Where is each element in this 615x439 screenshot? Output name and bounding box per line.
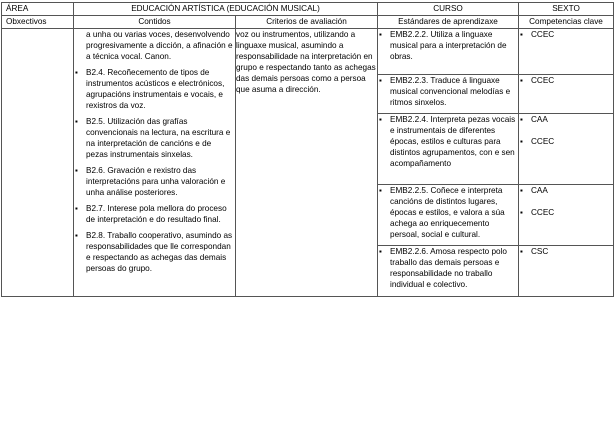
contents-cell — [74, 29, 236, 297]
standard-text: ▪ EMB2.2.3. Traduce á linguaxe musical convencional melodías e ritmos sinxelos. — [378, 75, 518, 108]
content-item: ▪ B2.6. Gravación e rexistro das interpretacións para unha valoración e unha análise posteriores. — [74, 165, 235, 198]
content-item: ▪ B2.4. Recoñecemento de tipos de instrumentos acústicos e electrónicos, agrupacións instrumentais e vocais, e rexistros da voz. — [74, 67, 235, 111]
competence-item: ▪ CCEC — [519, 136, 613, 147]
competence-item: ▪ CAA — [519, 185, 613, 196]
competence-item: ▪ CAA — [519, 114, 613, 125]
standard-cell — [378, 185, 519, 246]
course-value: SEXTO — [519, 3, 614, 16]
content-item: ▪ B2.5. Utilización das grafías convencionais na lectura, na escritura e na interpretación de cancións e de pezas instrumentais sinxelas. — [74, 116, 235, 160]
standard-row — [2, 29, 614, 75]
col-objectives: Obxectivos — [2, 16, 74, 29]
content-item: ▪ B2.8. Traballo cooperativo, asumindo as responsabilidades que lle correspondan e respectando as achegas das demais persoas do grupo. — [74, 230, 235, 274]
content-item: a unha ou varias voces, desenvolvendo progresivamente a dicción, a afinación e a técnica vocal. Canon. — [86, 30, 233, 61]
col-standards: Estándares de aprendizaxe — [378, 16, 519, 29]
col-competences: Competencias clave — [519, 16, 614, 29]
standard-cell — [378, 114, 519, 185]
standard-text: ▪ EMB2.2.5. Coñece e interpreta cancións de distintos lugares, épocas e estilos, e valora a súa achega ao enriquecemento persoal, social e cultural. — [378, 185, 518, 240]
competence-cell — [519, 29, 614, 75]
course-label: CURSO — [378, 3, 519, 16]
standard-cell — [378, 246, 519, 297]
area-label: ÁREA — [2, 3, 74, 16]
standard-cell — [378, 29, 519, 75]
criteria-cell: voz ou instrumentos, utilizando a linguaxe musical, asumindo a responsabilidade na interpretación en grupo e respectando tanto as achegas das demais persoas como a persoa que asuma a dirección. — [236, 29, 378, 297]
competence-cell — [519, 246, 614, 297]
standard-text: ▪ EMB2.2.4. Interpreta pezas vocais e instrumentais de diferentes épocas, estilos e culturas para distintos agrupamentos, con e sen acompañamento — [378, 114, 518, 169]
header-row-top — [2, 3, 614, 16]
contents-list — [74, 29, 235, 274]
competence-item: ▪ CCEC — [519, 207, 613, 218]
competence-cell — [519, 75, 614, 114]
content-item: ▪ B2.7. Interese pola mellora do proceso de interpretación e do resultado final. — [74, 203, 235, 225]
curriculum-table — [1, 2, 614, 297]
competence-item: ▪ CSC — [519, 246, 613, 257]
header-row-columns — [2, 16, 614, 29]
competence-item: ▪ CCEC — [519, 75, 613, 86]
col-contents: Contidos — [74, 16, 236, 29]
competence-cell — [519, 185, 614, 246]
col-criteria: Criterios de avaliación — [236, 16, 378, 29]
standard-text: ▪ EMB2.2.6. Amosa respecto polo traballo das demais persoas e responsabilidade no traballo individual e colectivo. — [378, 246, 518, 290]
objectives-cell — [2, 29, 74, 297]
competence-cell — [519, 114, 614, 185]
competence-item: ▪ CCEC — [519, 29, 613, 40]
standard-cell — [378, 75, 519, 114]
subject-title: EDUCACIÓN ARTÍSTICA (EDUCACIÓN MUSICAL) — [74, 3, 378, 16]
standard-text: ▪ EMB2.2.2. Utiliza a linguaxe musical para a interpretación de obras. — [378, 29, 518, 62]
